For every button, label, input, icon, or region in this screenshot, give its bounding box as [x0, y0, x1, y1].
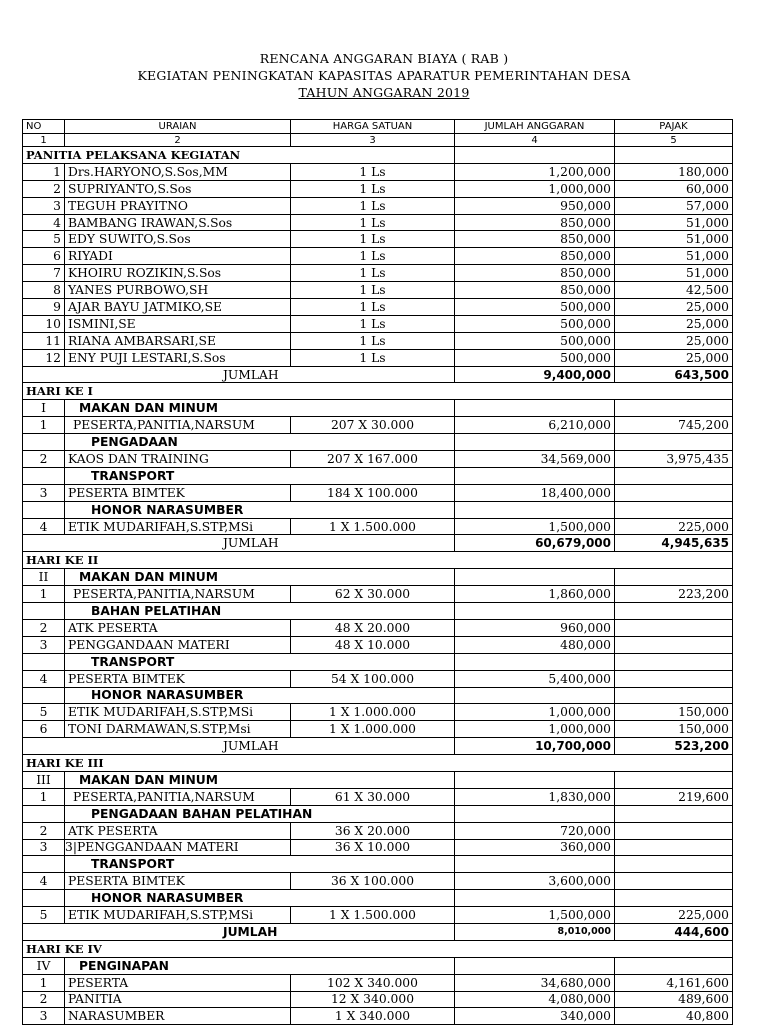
total-label: JUMLAH [23, 366, 455, 383]
category-row [23, 467, 733, 484]
header-no: NO [23, 120, 65, 134]
row-no: 8 [23, 282, 65, 299]
row-harga: 36 X 10.000 [291, 839, 455, 856]
title-line-1: RENCANA ANGGARAN BIAYA ( RAB ) [259, 51, 509, 66]
row-pajak: 25,000 [615, 299, 733, 316]
table-row [23, 1008, 733, 1025]
row-no: 3 [23, 636, 65, 653]
table-row [23, 873, 733, 890]
section-title-hari-2: HARI KE II [23, 552, 733, 569]
row-no: 2 [23, 451, 65, 468]
row-no: 10 [23, 315, 65, 332]
row-uraian: PENGGANDAAN MATERI [65, 636, 291, 653]
row-harga: 1 Ls [291, 214, 455, 231]
category-label: PENGADAAN [65, 434, 455, 451]
total-row [23, 923, 733, 940]
row-uraian: ETIK MUDARIFAH,S.STP,MSi [65, 518, 291, 535]
category-row [23, 687, 733, 704]
row-uraian: AJAR BAYU JATMIKO,SE [65, 299, 291, 316]
table-row [23, 197, 733, 214]
row-no: 4 [23, 518, 65, 535]
row-uraian: ETIK MUDARIFAH,S.STP,MSi [65, 907, 291, 924]
row-harga: 1 Ls [291, 332, 455, 349]
row-jumlah: 850,000 [455, 214, 615, 231]
row-pajak: 4,161,600 [615, 974, 733, 991]
total-label: JUMLAH [23, 923, 455, 940]
row-jumlah: 850,000 [455, 231, 615, 248]
table-row [23, 163, 733, 180]
row-uraian: PANITIA [65, 991, 291, 1008]
category-row [23, 501, 733, 518]
row-pajak: 40,800 [615, 1008, 733, 1025]
header-num: 5 [615, 134, 733, 147]
header-num: 2 [65, 134, 291, 147]
header-num: 3 [291, 134, 455, 147]
row-no: 9 [23, 299, 65, 316]
row-uraian: ETIK MUDARIFAH,S.STP,MSi [65, 704, 291, 721]
row-harga: 207 X 30.000 [291, 417, 455, 434]
table-row [23, 282, 733, 299]
row-harga: 1 Ls [291, 231, 455, 248]
row-jumlah: 18,400,000 [455, 484, 615, 501]
row-uraian: PESERTA BIMTEK [65, 873, 291, 890]
table-row [23, 315, 733, 332]
row-uraian: EDY SUWITO,S.Sos [65, 231, 291, 248]
row-no: 6 [23, 248, 65, 265]
row-uraian: NARASUMBER [65, 1008, 291, 1025]
row-harga: 61 X 30.000 [291, 788, 455, 805]
row-pajak: 42,500 [615, 282, 733, 299]
row-no: 1 [23, 417, 65, 434]
row-jumlah: 960,000 [455, 619, 615, 636]
row-pajak: 219,600 [615, 788, 733, 805]
row-no: 2 [23, 822, 65, 839]
row-uraian: PESERTA BIMTEK [65, 484, 291, 501]
row-harga: 1 X 1.000.000 [291, 721, 455, 738]
table-row [23, 265, 733, 282]
row-no: 3 [23, 1008, 65, 1025]
row-uraian: PESERTA,PANITIA,NARSUM [65, 788, 291, 805]
row-no: 5 [23, 907, 65, 924]
row-uraian: KHOIRU ROZIKIN,S.Sos [65, 265, 291, 282]
header-harga-satuan: HARGA SATUAN [291, 120, 455, 134]
row-no: 3 [23, 197, 65, 214]
row-jumlah: 34,569,000 [455, 451, 615, 468]
total-row [23, 535, 733, 552]
row-no: 2 [23, 619, 65, 636]
table-row [23, 484, 733, 501]
row-harga: 1 Ls [291, 248, 455, 265]
category-label: BAHAN PELATIHAN [65, 603, 455, 620]
row-harga: 1 X 1.500.000 [291, 518, 455, 535]
row-jumlah: 1,500,000 [455, 907, 615, 924]
row-pajak: 51,000 [615, 265, 733, 282]
row-harga: 48 X 10.000 [291, 636, 455, 653]
row-pajak: 51,000 [615, 214, 733, 231]
category-row [23, 805, 733, 822]
header-num: 1 [23, 134, 65, 147]
row-no: 6 [23, 721, 65, 738]
row-uraian: Drs.HARYONO,S.Sos,MM [65, 163, 291, 180]
row-jumlah: 500,000 [455, 332, 615, 349]
category-label: TRANSPORT [65, 467, 455, 484]
total-pajak: 4,945,635 [615, 535, 733, 552]
table-row [23, 231, 733, 248]
row-harga: 184 X 100.000 [291, 484, 455, 501]
row-harga: 1 X 1.500.000 [291, 907, 455, 924]
row-jumlah: 500,000 [455, 349, 615, 366]
section-title-hari-1: HARI KE I [23, 383, 733, 400]
row-jumlah: 4,080,000 [455, 991, 615, 1008]
row-harga: 36 X 20.000 [291, 822, 455, 839]
table-row [23, 619, 733, 636]
roman-numeral: IV [23, 957, 65, 974]
row-pajak: 223,200 [615, 586, 733, 603]
row-harga: 1 X 1.000.000 [291, 704, 455, 721]
row-jumlah: 6,210,000 [455, 417, 615, 434]
table-row [23, 417, 733, 434]
row-jumlah: 3,600,000 [455, 873, 615, 890]
roman-numeral: III [23, 771, 65, 788]
category-label: MAKAN DAN MINUM [65, 771, 455, 788]
document-title-block [0, 50, 768, 101]
row-jumlah: 34,680,000 [455, 974, 615, 991]
row-uraian: TEGUH PRAYITNO [65, 197, 291, 214]
row-jumlah: 1,000,000 [455, 180, 615, 197]
total-pajak: 523,200 [615, 738, 733, 755]
row-pajak: 150,000 [615, 704, 733, 721]
row-jumlah: 340,000 [455, 1008, 615, 1025]
row-no: 7 [23, 265, 65, 282]
table-row [23, 636, 733, 653]
row-no: 2 [23, 991, 65, 1008]
total-jumlah: 9,400,000 [455, 366, 615, 383]
row-uraian: PESERTA,PANITIA,NARSUM [65, 417, 291, 434]
row-jumlah: 500,000 [455, 299, 615, 316]
category-row [23, 400, 733, 417]
section-title-hari-4: HARI KE IV [23, 940, 733, 957]
title-line-3: TAHUN ANGGARAN 2019 [298, 85, 470, 100]
table-header-row [23, 120, 733, 134]
category-row [23, 653, 733, 670]
row-harga: 54 X 100.000 [291, 670, 455, 687]
row-jumlah: 5,400,000 [455, 670, 615, 687]
row-uraian: 3|PENGGANDAAN MATERI [65, 839, 291, 856]
row-pajak: 25,000 [615, 315, 733, 332]
row-uraian: ENY PUJI LESTARI,S.Sos [65, 349, 291, 366]
table-row [23, 349, 733, 366]
row-harga: 1 Ls [291, 163, 455, 180]
row-harga: 36 X 100.000 [291, 873, 455, 890]
category-label: MAKAN DAN MINUM [65, 569, 455, 586]
category-label: HONOR NARASUMBER [65, 890, 455, 907]
row-jumlah: 720,000 [455, 822, 615, 839]
section-row [23, 940, 733, 957]
table-row [23, 839, 733, 856]
table-row [23, 299, 733, 316]
total-jumlah: 10,700,000 [455, 738, 615, 755]
row-no: 4 [23, 214, 65, 231]
roman-numeral: II [23, 569, 65, 586]
row-harga: 1 Ls [291, 265, 455, 282]
table-row [23, 907, 733, 924]
total-label: JUMLAH [23, 535, 455, 552]
category-label: HONOR NARASUMBER [65, 501, 455, 518]
row-uraian: RIANA AMBARSARI,SE [65, 332, 291, 349]
header-num: 4 [455, 134, 615, 147]
row-pajak: 25,000 [615, 349, 733, 366]
row-no: 1 [23, 974, 65, 991]
category-label: TRANSPORT [65, 856, 455, 873]
row-no: 11 [23, 332, 65, 349]
row-jumlah: 1,000,000 [455, 704, 615, 721]
row-no: 12 [23, 349, 65, 366]
section-title-hari-3: HARI KE III [23, 755, 733, 772]
category-label: PENGADAAN BAHAN PELATIHAN [65, 805, 455, 822]
header-uraian: URAIAN [65, 120, 291, 134]
section-title-panitia: PANITIA PELAKSANA KEGIATAN [23, 147, 455, 164]
table-row [23, 822, 733, 839]
row-jumlah: 1,500,000 [455, 518, 615, 535]
row-uraian: ATK PESERTA [65, 619, 291, 636]
category-row [23, 771, 733, 788]
total-label: JUMLAH [23, 738, 455, 755]
row-harga: 1 Ls [291, 315, 455, 332]
row-no: 4 [23, 670, 65, 687]
table-row [23, 788, 733, 805]
row-harga: 1 X 340.000 [291, 1008, 455, 1025]
row-uraian: KAOS DAN TRAINING [65, 451, 291, 468]
row-pajak: 225,000 [615, 518, 733, 535]
row-harga: 1 Ls [291, 349, 455, 366]
row-pajak: 745,200 [615, 417, 733, 434]
row-no: 1 [23, 586, 65, 603]
header-pajak: PAJAK [615, 120, 733, 134]
row-uraian: TONI DARMAWAN,S.STP,Msi [65, 721, 291, 738]
row-pajak: 25,000 [615, 332, 733, 349]
row-no: 4 [23, 873, 65, 890]
row-harga: 48 X 20.000 [291, 619, 455, 636]
table-row [23, 332, 733, 349]
row-harga: 1 Ls [291, 299, 455, 316]
category-label: PENGINAPAN [65, 957, 455, 974]
row-uraian: RIYADI [65, 248, 291, 265]
section-row [23, 755, 733, 772]
row-no: 5 [23, 231, 65, 248]
row-no: 3 [23, 839, 65, 856]
total-row [23, 738, 733, 755]
row-jumlah: 1,000,000 [455, 721, 615, 738]
row-jumlah: 850,000 [455, 248, 615, 265]
row-no: 1 [23, 163, 65, 180]
category-row [23, 890, 733, 907]
category-row [23, 569, 733, 586]
row-pajak: 150,000 [615, 721, 733, 738]
row-no: 1 [23, 788, 65, 805]
row-pajak: 51,000 [615, 248, 733, 265]
section-row [23, 147, 733, 164]
row-harga: 1 Ls [291, 180, 455, 197]
row-no: 5 [23, 704, 65, 721]
title-line-2: KEGIATAN PENINGKATAN KAPASITAS APARATUR PEMERINTAHAN DESA [137, 68, 631, 83]
category-label: HONOR NARASUMBER [65, 687, 455, 704]
row-pajak: 60,000 [615, 180, 733, 197]
table-row [23, 586, 733, 603]
row-no: 2 [23, 180, 65, 197]
table-row [23, 991, 733, 1008]
total-pajak: 643,500 [615, 366, 733, 383]
section-row [23, 383, 733, 400]
row-pajak: 489,600 [615, 991, 733, 1008]
total-pajak: 444,600 [615, 923, 733, 940]
section-row [23, 552, 733, 569]
total-jumlah: 60,679,000 [455, 535, 615, 552]
row-jumlah: 1,860,000 [455, 586, 615, 603]
category-label: MAKAN DAN MINUM [65, 400, 455, 417]
row-jumlah: 480,000 [455, 636, 615, 653]
table-row [23, 670, 733, 687]
row-harga: 62 X 30.000 [291, 586, 455, 603]
row-harga: 102 X 340.000 [291, 974, 455, 991]
row-pajak: 51,000 [615, 231, 733, 248]
total-jumlah: 8,010,000 [455, 923, 615, 940]
row-uraian: SUPRIYANTO,S.Sos [65, 180, 291, 197]
row-uraian: ATK PESERTA [65, 822, 291, 839]
row-uraian: BAMBANG IRAWAN,S.Sos [65, 214, 291, 231]
row-jumlah: 850,000 [455, 282, 615, 299]
total-row [23, 366, 733, 383]
table-header-number-row [23, 134, 733, 147]
category-row [23, 957, 733, 974]
table-row [23, 180, 733, 197]
table-row [23, 704, 733, 721]
row-jumlah: 500,000 [455, 315, 615, 332]
budget-table [22, 119, 733, 1025]
row-pajak: 3,975,435 [615, 451, 733, 468]
table-row [23, 518, 733, 535]
table-row [23, 214, 733, 231]
row-no: 3 [23, 484, 65, 501]
row-harga: 1 Ls [291, 282, 455, 299]
row-uraian: YANES PURBOWO,SH [65, 282, 291, 299]
table-row [23, 974, 733, 991]
row-jumlah: 1,830,000 [455, 788, 615, 805]
table-row [23, 451, 733, 468]
row-uraian: ISMINI,SE [65, 315, 291, 332]
row-harga: 12 X 340.000 [291, 991, 455, 1008]
roman-numeral: I [23, 400, 65, 417]
row-harga: 1 Ls [291, 197, 455, 214]
table-row [23, 248, 733, 265]
row-jumlah: 1,200,000 [455, 163, 615, 180]
row-harga: 207 X 167.000 [291, 451, 455, 468]
row-pajak: 225,000 [615, 907, 733, 924]
row-uraian: PESERTA [65, 974, 291, 991]
panitia-rows [23, 163, 733, 366]
row-pajak: 57,000 [615, 197, 733, 214]
table-row [23, 721, 733, 738]
row-jumlah: 950,000 [455, 197, 615, 214]
row-pajak: 180,000 [615, 163, 733, 180]
row-jumlah: 850,000 [455, 265, 615, 282]
header-jumlah-anggaran: JUMLAH ANGGARAN [455, 120, 615, 134]
category-row [23, 856, 733, 873]
row-uraian: PESERTA BIMTEK [65, 670, 291, 687]
category-label: TRANSPORT [65, 653, 455, 670]
row-jumlah: 360,000 [455, 839, 615, 856]
row-uraian: PESERTA,PANITIA,NARSUM [65, 586, 291, 603]
category-row [23, 434, 733, 451]
category-row [23, 603, 733, 620]
